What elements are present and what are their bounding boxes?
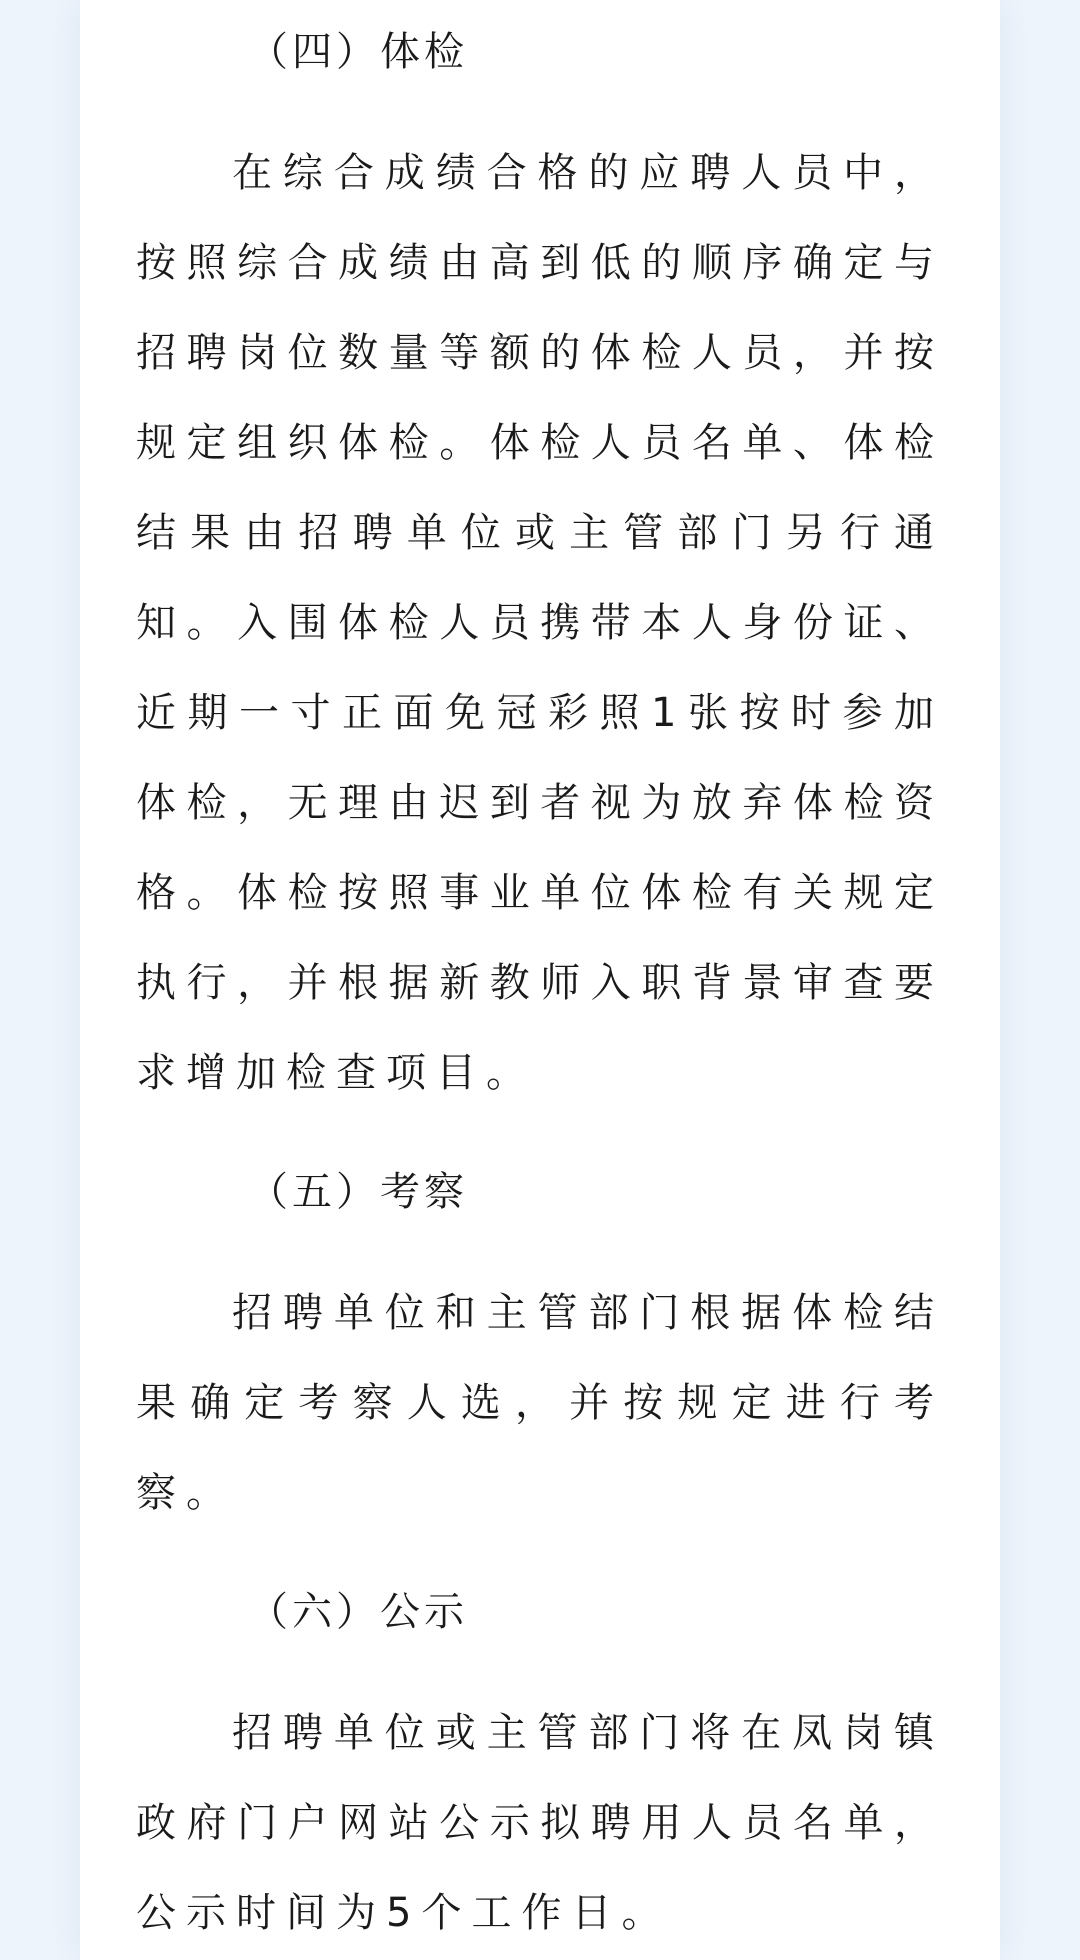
section-heading-inspection: （五）考察: [248, 1169, 468, 1215]
section-body-physical-exam: 在综合成绩合格的应聘人员中，按照综合成绩由高到低的顺序确定与招聘岗位数量等额的体检人员，并按规定组织体检。体检人员名单、体检结果由招聘单位或主管部门另行通知。入围体检人员携带本人身份证、近期一寸正面免冠彩照1张按时参加体检，无理由迟到者视为放弃体检资格。体检按照事业单位体检有关规定执行，并根据新教师入职背景审查要求增加检查项目。: [136, 150, 944, 1096]
section-body-publicity: 招聘单位或主管部门将在凤岗镇政府门户网站公示拟聘用人员名单，公示时间为5个工作日。: [136, 1710, 944, 1936]
section-heading-publicity: （六）公示: [248, 1589, 468, 1635]
document-page: [80, 0, 1000, 1960]
section-body-inspection: 招聘单位和主管部门根据体检结果确定考察人选，并按规定进行考察。: [136, 1290, 944, 1516]
section-heading-physical-exam: （四）体检: [248, 29, 468, 75]
